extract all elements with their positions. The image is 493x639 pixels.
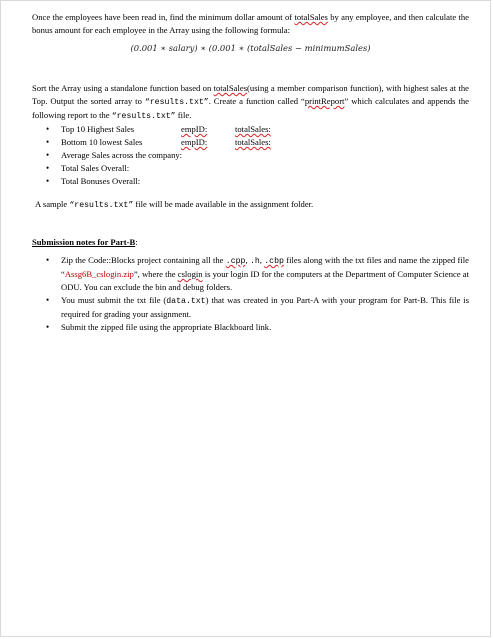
list-item	[32, 149, 469, 162]
bullet-text: ) that was created in you Part-A with your program for Part-B. This file is required for grading your assignment.	[61, 295, 469, 319]
report-item-empid: empID:	[181, 137, 208, 147]
ext-h: .h	[249, 257, 260, 266]
list-item	[32, 321, 469, 334]
bullet-text: You must submit the txt file (	[61, 295, 167, 305]
report-item-label: • Bottom 10 lowest Sales	[61, 137, 143, 147]
report-item-totalsales: totalSales:	[235, 137, 271, 147]
cslogin-term: cslogin	[177, 269, 203, 279]
list-item	[32, 175, 469, 188]
list-item	[32, 123, 469, 136]
submission-bullet-3	[61, 321, 469, 334]
report-item-empid: empID:	[181, 124, 208, 134]
sort-text-1: Sort the Array using a standalone function based on	[32, 83, 214, 93]
intro-paragraph	[32, 11, 469, 37]
zip-file-name: Assg6B_cslogin.zip	[64, 269, 134, 279]
ext-cpp: .cpp	[225, 257, 246, 266]
report-item-label: • Top 10 Highest Sales	[61, 124, 135, 134]
results-file-name-2: “results.txt”	[111, 112, 176, 121]
list-item	[32, 162, 469, 175]
list-item	[32, 136, 469, 149]
bullet-sep: ,	[259, 255, 265, 265]
bullet-text: ”, where the	[133, 269, 178, 279]
var-totalsales-2: totalSales	[213, 83, 248, 93]
sample-file-name: “results.txt”	[69, 201, 134, 210]
func-printreport: printReport	[304, 96, 345, 106]
bullet-text: Submit the zipped file using the appropriate Blackboard link.	[61, 322, 272, 332]
intro-text: Once the employees have been read in, find the minimum dollar amount of	[32, 12, 295, 22]
submission-heading-colon: :	[135, 237, 138, 247]
report-list	[32, 123, 469, 188]
bullet-sep: ,	[245, 255, 250, 265]
document-body	[32, 11, 469, 334]
report-item-totalsales: totalSales:	[235, 124, 271, 134]
submission-bullet-1	[61, 254, 469, 294]
bullet-text: is your login ID for the computers at the Department of Computer Science at ODU. You can exclude the bin and debug folders.	[61, 269, 469, 292]
bonus-formula: (0.001 ∗ salary) ∗ (0.001 ∗ (totalSales − minimumSales)	[130, 43, 371, 53]
sample-text-1: A sample	[35, 199, 70, 209]
sort-text-4: ” which calculates and appends the following report to the	[32, 96, 469, 120]
report-item-label: Total Bonuses Overall:	[61, 176, 141, 186]
report-item-label: Average Sales across the company:	[61, 150, 183, 160]
report-item-label: Total Sales Overall:	[61, 163, 130, 173]
bullet-text: files along with the txt files and name the zipped file “	[61, 255, 470, 279]
list-item	[32, 294, 469, 321]
sample-paragraph	[32, 198, 469, 212]
sample-text-2: file will be made available in the assignment folder.	[133, 199, 314, 209]
submission-heading	[32, 236, 469, 249]
ext-cbp: .cbp	[264, 257, 284, 266]
sort-text-3: . Create a function called “	[208, 96, 305, 106]
bullet-text: Zip the Code::Blocks project containing all the	[61, 255, 226, 265]
intro-text-2: by any employee, and then calculate the bonus amount for each employee in the Array using the following formula:	[32, 12, 469, 35]
submission-list	[32, 254, 469, 334]
results-file-name: “results.txt”	[144, 98, 209, 107]
sort-paragraph	[32, 82, 469, 123]
var-totalsales: totalSales	[294, 12, 328, 22]
sort-text-2: (using a member comparison function), with highest sales at the Top. Output the sorted array to	[32, 83, 469, 106]
data-file-name: data.txt	[166, 297, 206, 306]
submission-bullet-2	[61, 294, 469, 321]
sort-text-5: file.	[175, 110, 192, 120]
submission-heading-text: Submission notes for Part-B	[32, 237, 136, 247]
list-item	[32, 254, 469, 294]
